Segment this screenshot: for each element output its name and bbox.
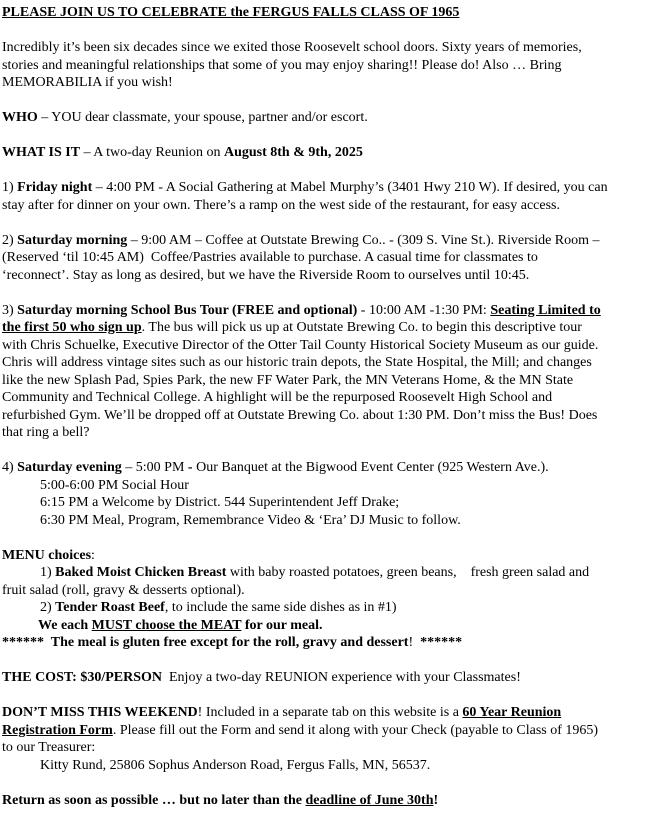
text-line (2, 109, 644, 127)
intro-paragraph (2, 39, 644, 92)
text-line (2, 722, 644, 740)
text-run: – YOU dear classmate, your spouse, partner and/or escort. (37, 110, 368, 125)
text-run: 5:00-6:00 PM Social Hour (40, 477, 189, 493)
text-run: DON’T MISS THIS WEEKEND (2, 705, 198, 720)
text-run: . The bus will pick us up at Outstate Brewing Co. to begin this descriptive tour (141, 320, 582, 335)
text-line (2, 267, 644, 285)
text-run: that ring a bell? (2, 425, 90, 440)
text-line (2, 512, 644, 530)
text-run: – A two-day Reunion on (80, 145, 224, 160)
text-line (2, 599, 644, 617)
text-run: ‘reconnect’. Stay as long as desired, but we have the Riverside Room to ourselves until 10:45. (2, 267, 530, 283)
text-run: 1) (2, 180, 18, 195)
text-run: WHAT IS IT (2, 145, 81, 160)
text-run: ****** The meal is gluten free except for the roll, gravy and dessert (2, 635, 409, 650)
item-1-friday-night (2, 179, 644, 214)
text-run: stay after for dinner on your own. There’s a ramp on the west side of the restaurant, for easy access. (2, 197, 560, 213)
text-run: 4) (2, 460, 18, 475)
text-run: 1) (40, 565, 56, 580)
text-run: We each (38, 617, 92, 633)
text-line (2, 564, 644, 582)
text-line (2, 4, 644, 22)
text-line (2, 739, 644, 757)
text-run: with baby roasted potatoes, green beans, fresh green salad and (226, 565, 590, 580)
text-run: Saturday evening (17, 460, 122, 475)
text-line (2, 669, 644, 687)
text-run: Seating Limited to (490, 302, 601, 318)
text-run: 2) (40, 600, 56, 615)
text-line (2, 477, 644, 495)
text-run: Baked Moist Chicken Breast (55, 565, 227, 580)
what-is-it-line (2, 144, 644, 162)
text-run: WHO (2, 110, 38, 125)
text-line (2, 57, 644, 75)
text-line (2, 582, 644, 600)
text-run: – 5:00 PM (121, 460, 188, 475)
text-run: Saturday morning School Bus Tour (FREE and optional) (17, 302, 358, 318)
text-run: fruit salad (roll, gravy & desserts optional). (2, 582, 245, 598)
text-run: 2) (2, 232, 18, 248)
text-line (2, 319, 644, 337)
text-run: stories and meaningful relationships that some of you may enjoy sharing!! Please do! Also … Bring (2, 57, 562, 73)
text-line (2, 792, 644, 810)
text-run: Enjoy a two-day REUNION experience with your Classmates! (162, 670, 521, 685)
text-line (2, 337, 644, 355)
text-line (2, 389, 644, 407)
item-3-school-bus-tour (2, 302, 644, 442)
text-run: the first 50 who sign up (2, 320, 142, 335)
text-line (2, 39, 644, 57)
who-line (2, 109, 644, 127)
text-run: MEMORABILIA if you wish! (2, 75, 173, 90)
text-run: MENU choices (2, 547, 92, 563)
registration-paragraph (2, 704, 644, 774)
text-run: , to include the same side dishes as in #1) (164, 600, 397, 615)
text-run: refurbished Gym. We’ll be dropped off at Outstate Brewing Co. about 1:30 PM. Don’t miss the Bus! Does (2, 407, 598, 423)
text-run: 6:15 PM a Welcome by District. 544 Superintendent Jeff Drake; (40, 495, 400, 510)
menu-choices (2, 547, 644, 652)
text-run: Our Banquet at the Bigwood Event Center (925 Western Ave.). (192, 460, 549, 475)
text-line (2, 704, 644, 722)
text-run: Tender Roast Beef (55, 600, 165, 615)
text-run: Registration Form (2, 722, 113, 738)
text-run: - 10:00 AM -1:30 PM: (357, 302, 491, 318)
text-run: Chris will address vintage sites such as our historic train depots, the State Hospital, the Mill; and changes (2, 355, 592, 370)
text-run: . Please fill out the Form and send it along with your Check (payable to Class of 1965) (112, 722, 599, 738)
text-run: THE COST: $30/PERSON (2, 670, 162, 685)
text-line (2, 249, 644, 267)
text-run: deadline of June 30th (305, 792, 434, 808)
text-line (2, 302, 644, 320)
text-line (2, 232, 644, 250)
item-2-saturday-morning (2, 232, 644, 285)
text-run: - (187, 460, 193, 475)
text-run: : (91, 547, 95, 563)
text-run: MUST choose the MEAT (91, 617, 242, 633)
text-run: – 4:00 PM - A Social Gathering at Mabel Murphy’s (3401 Hwy 210 W). If desired, you can (92, 180, 608, 195)
text-line (2, 459, 644, 477)
text-line (2, 179, 644, 197)
text-run: Incredibly it’s been six decades since we exited those Roosevelt school doors. Sixty years of memories, (2, 40, 582, 55)
text-run: Kitty Rund, 25806 Sophus Anderson Road, Fergus Falls, MN, 56537. (40, 757, 431, 773)
text-run: ! (408, 635, 421, 650)
text-line (2, 547, 644, 565)
text-line (2, 144, 644, 162)
text-run: Return as soon as possible … but no later than the (2, 792, 306, 808)
text-run: Saturday morning (17, 232, 128, 248)
text-line (2, 757, 644, 775)
text-run: PLEASE JOIN US TO CELEBRATE the FERGUS FALLS CLASS OF 1965 (2, 5, 460, 20)
text-run: for our meal. (241, 617, 323, 633)
item-4-saturday-evening (2, 459, 644, 529)
text-run: August 8th & 9th, 2025 (223, 145, 363, 160)
text-run: – 9:00 AM – Coffee at Outstate Brewing Co.. - (309 S. Vine St.). Riverside Room – (127, 232, 600, 248)
deadline-line (2, 792, 644, 810)
text-line (2, 354, 644, 372)
text-line (2, 617, 644, 635)
document-body (2, 4, 644, 809)
text-line (2, 407, 644, 425)
text-run: 6:30 PM Meal, Program, Remembrance Video & ‘Era’ DJ Music to follow. (40, 512, 461, 528)
text-run: ****** (420, 635, 463, 650)
text-run: (Reserved ‘til 10:45 AM) Coffee/Pastries available to purchase. A casual time for classmates to (2, 250, 538, 265)
text-run: ! Included in a separate tab on this website is a (197, 705, 463, 720)
text-line (2, 197, 644, 215)
text-line (2, 494, 644, 512)
text-line (2, 634, 644, 652)
cost-line (2, 669, 644, 687)
text-run: Friday night (17, 180, 93, 195)
text-run: Community and Technical College. A highlight will be the repurposed Roosevelt High School and (2, 390, 553, 405)
text-run: 60 Year Reunion (462, 705, 562, 720)
text-run: like the new Splash Pad, Spies Park, the new FF Water Park, the MN Veterans Home, & the MN State (2, 372, 574, 388)
text-run: 3) (2, 302, 18, 318)
text-line (2, 74, 644, 92)
text-run: ! (433, 792, 439, 808)
text-line (2, 424, 644, 442)
text-line (2, 372, 644, 390)
text-run: to our Treasurer: (2, 740, 96, 755)
text-run: with Chris Schuelke, Executive Director of the Otter Tail County Historical Society Museum as our guide. (2, 337, 599, 353)
title (2, 4, 644, 22)
